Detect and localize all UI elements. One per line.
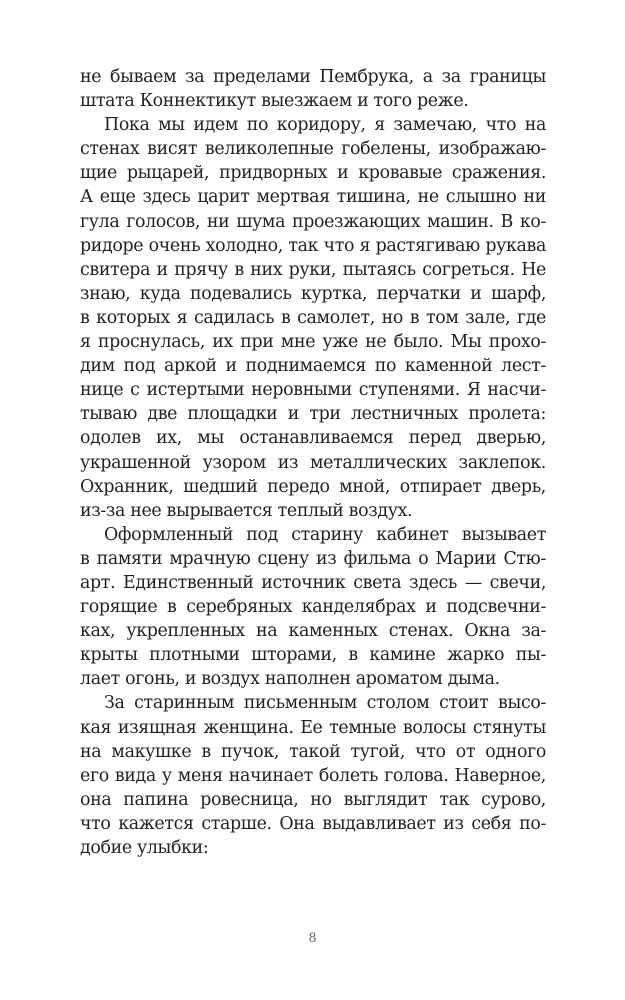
- text-line: ках, укрепленных на каменных стенах. Окна за-: [80, 621, 546, 642]
- text-line: украшенной узором из металлических заклепок.: [80, 452, 546, 473]
- text-line: знаю, куда подевались куртка, перчатки и шарф,: [80, 283, 546, 304]
- text-line: одолев их, мы останавливаемся перед дверью,: [80, 428, 546, 449]
- paragraph-1: [80, 65, 546, 113]
- text-line: его вида у меня начинает болеть голова. Наверное,: [80, 765, 546, 786]
- text-line: кая изящная женщина. Ее темные волосы стянуты: [80, 717, 546, 738]
- text-line: на макушке в пучок, такой тугой, что от одного: [80, 741, 546, 762]
- text-line: За старинным письменным столом стоит высо-: [104, 693, 546, 714]
- text-line: Охранник, шедший передо мной, отпирает дверь,: [80, 476, 546, 497]
- text-line: нице с истертыми неровными ступенями. Я насчи-: [80, 380, 546, 401]
- text-line: А еще здесь царит мертвая тишина, не слышно ни: [80, 187, 546, 208]
- paragraph-3: [80, 523, 546, 692]
- text-line: Оформленный под старину кабинет вызывает: [104, 524, 546, 545]
- text-line: в памяти мрачную сцену из фильма о Марии Стю-: [80, 548, 546, 569]
- page-body: [80, 65, 546, 860]
- paragraph-4: [80, 691, 546, 860]
- paragraph-2: [80, 113, 546, 523]
- text-line: Пока мы идем по коридору, я замечаю, что на: [104, 115, 546, 136]
- text-line: дим под аркой и поднимаемся по каменной лест-: [80, 356, 546, 377]
- text-line: в которых я садилась в самолет, но в том зале, где: [80, 307, 546, 328]
- text-line: штата Коннектикут выезжаем и того реже.: [80, 91, 469, 112]
- text-line: из-за нее вырывается теплый воздух.: [80, 500, 413, 521]
- text-line: горящие в серебряных канделябрах и подсвечни-: [80, 597, 546, 618]
- text-line: я проснулась, их при мне уже не было. Мы прохо-: [80, 332, 546, 353]
- text-line: тываю две площадки и три лестничных пролета:: [80, 404, 546, 425]
- text-line: крыты плотными шторами, в камине жарко пы-: [80, 645, 546, 666]
- text-line: лает огонь, и воздух наполнен ароматом дыма.: [80, 669, 500, 690]
- text-line: гула голосов, ни шума проезжающих машин. В ко-: [80, 211, 546, 232]
- text-line: щие рыцарей, придворных и кровавые сражения.: [80, 163, 546, 184]
- text-line: не бываем за пределами Пембрука, а за границы: [80, 67, 546, 87]
- page-number: 8: [308, 930, 317, 946]
- text-line: арт. Единственный источник света здесь — свечи,: [80, 572, 546, 593]
- text-line: добие улыбки:: [80, 838, 209, 858]
- text-line: свитера и прячу в них руки, пытаясь согреться. Не: [80, 259, 546, 280]
- text-line: что кажется старше. Она выдавливает из себя по-: [80, 813, 546, 834]
- text-line: она папина ровесница, но выглядит так сурово,: [80, 789, 546, 810]
- text-line: ридоре очень холодно, так что я растягиваю рукава: [80, 235, 546, 256]
- text-line: стенах висят великолепные гобелены, изображаю-: [80, 139, 546, 160]
